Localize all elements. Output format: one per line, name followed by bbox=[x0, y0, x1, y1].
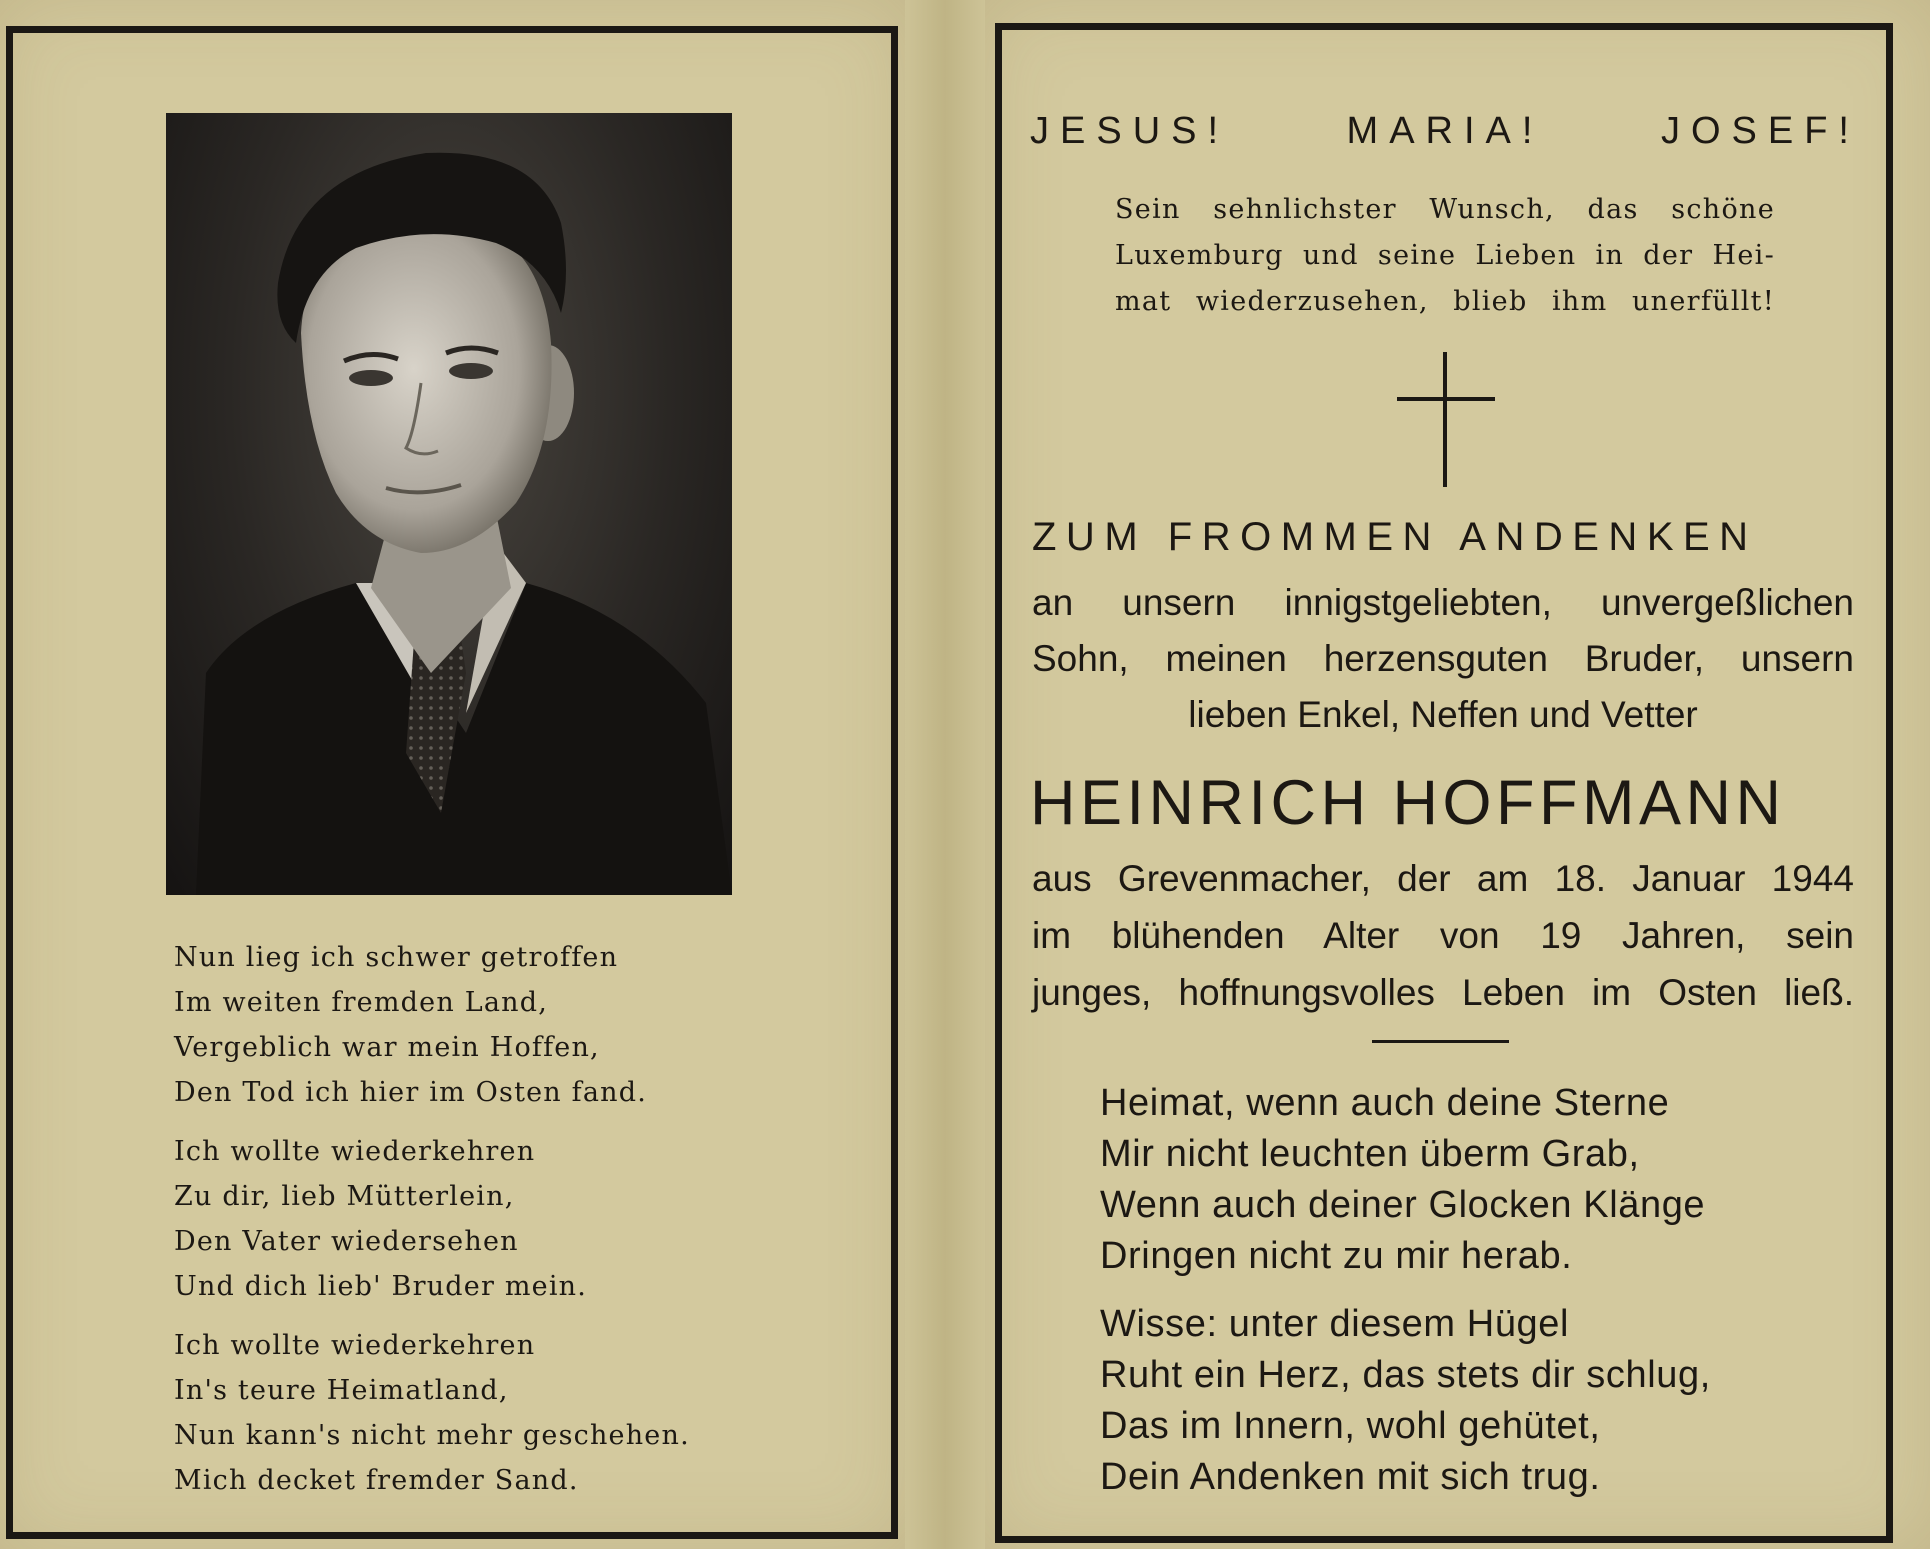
details-line: im blühenden Alter von 19 Jahren, sein bbox=[1032, 915, 1854, 956]
divider-rule bbox=[1372, 1040, 1509, 1043]
poem-line: Ruht ein Herz, das stets dir schlug, bbox=[1100, 1354, 1711, 1396]
poem-line: Und dich lieb' Bruder mein. bbox=[174, 1271, 588, 1302]
poem-line: Zu dir, lieb Mütterlein, bbox=[174, 1181, 515, 1212]
details-line: aus Grevenmacher, der am 18. Januar 1944 bbox=[1032, 858, 1854, 899]
left-poem-stanza bbox=[174, 1129, 734, 1309]
wish-line: Sein sehnlichster Wunsch, das schöne bbox=[1115, 194, 1775, 225]
left-poem-stanza bbox=[174, 1323, 734, 1503]
dedication-line: Sohn, meinen herzensguten Bruder, unsern bbox=[1032, 638, 1854, 679]
poem-line: Mir nicht leuchten überm Grab, bbox=[1100, 1133, 1640, 1175]
invocation-maria: MARIA! bbox=[1346, 110, 1544, 152]
wish-line: mat wiederzusehen, blieb ihm unerfüllt! bbox=[1115, 286, 1775, 317]
poem-line: In's teure Heimatland, bbox=[174, 1375, 509, 1406]
details-line: junges, hoffnungsvolles Leben im Osten ließ. bbox=[1032, 972, 1854, 1013]
poem-line: Ich wollte wiederkehren bbox=[174, 1136, 536, 1167]
poem-line: Im weiten fremden Land, bbox=[174, 987, 548, 1018]
poem-line: Heimat, wenn auch deine Sterne bbox=[1100, 1082, 1670, 1124]
wish-text bbox=[1115, 187, 1775, 325]
poem-line: Nun lieg ich schwer getroffen bbox=[174, 942, 619, 973]
memorial-heading: ZUM FROMMEN ANDENKEN bbox=[1032, 515, 1758, 559]
left-poem-stanza bbox=[174, 935, 734, 1115]
right-poem-stanza bbox=[1100, 1299, 1800, 1503]
deceased-name: HEINRICH HOFFMANN bbox=[1030, 768, 1786, 838]
poem-line: Das im Innern, wohl gehütet, bbox=[1100, 1405, 1601, 1447]
cross-icon bbox=[1443, 352, 1447, 487]
poem-line: Dein Andenken mit sich trug. bbox=[1100, 1456, 1601, 1498]
poem-line: Vergeblich war mein Hoffen, bbox=[174, 1032, 600, 1063]
poem-line: Wenn auch deiner Glocken Klänge bbox=[1100, 1184, 1706, 1226]
cross-icon-bar bbox=[1397, 397, 1495, 401]
death-details bbox=[1032, 850, 1854, 1021]
card-fold bbox=[905, 0, 985, 1549]
invocation-josef: JOSEF! bbox=[1660, 110, 1860, 152]
poem-line: Mich decket fremder Sand. bbox=[174, 1465, 579, 1496]
poem-line: Nun kann's nicht mehr geschehen. bbox=[174, 1420, 690, 1451]
right-poem bbox=[1100, 1078, 1800, 1520]
dedication-line: an unsern innigstgeliebten, unvergeßlichen bbox=[1032, 582, 1854, 623]
poem-line: Den Vater wiedersehen bbox=[174, 1226, 519, 1257]
invocation-header bbox=[1030, 110, 1860, 153]
portrait-photo bbox=[166, 113, 732, 895]
portrait-illustration bbox=[166, 113, 732, 895]
right-poem-stanza bbox=[1100, 1078, 1800, 1282]
poem-line: Dringen nicht zu mir herab. bbox=[1100, 1235, 1573, 1277]
left-poem bbox=[174, 935, 734, 1517]
poem-line: Ich wollte wiederkehren bbox=[174, 1330, 536, 1361]
invocation-jesus: JESUS! bbox=[1030, 110, 1230, 152]
poem-line: Den Tod ich hier im Osten fand. bbox=[174, 1077, 648, 1108]
wish-line: Luxemburg und seine Lieben in der Hei- bbox=[1115, 240, 1775, 271]
poem-line: Wisse: unter diesem Hügel bbox=[1100, 1303, 1570, 1345]
dedication-text bbox=[1032, 575, 1854, 743]
dedication-line: lieben Enkel, Neffen und Vetter bbox=[1188, 694, 1698, 735]
